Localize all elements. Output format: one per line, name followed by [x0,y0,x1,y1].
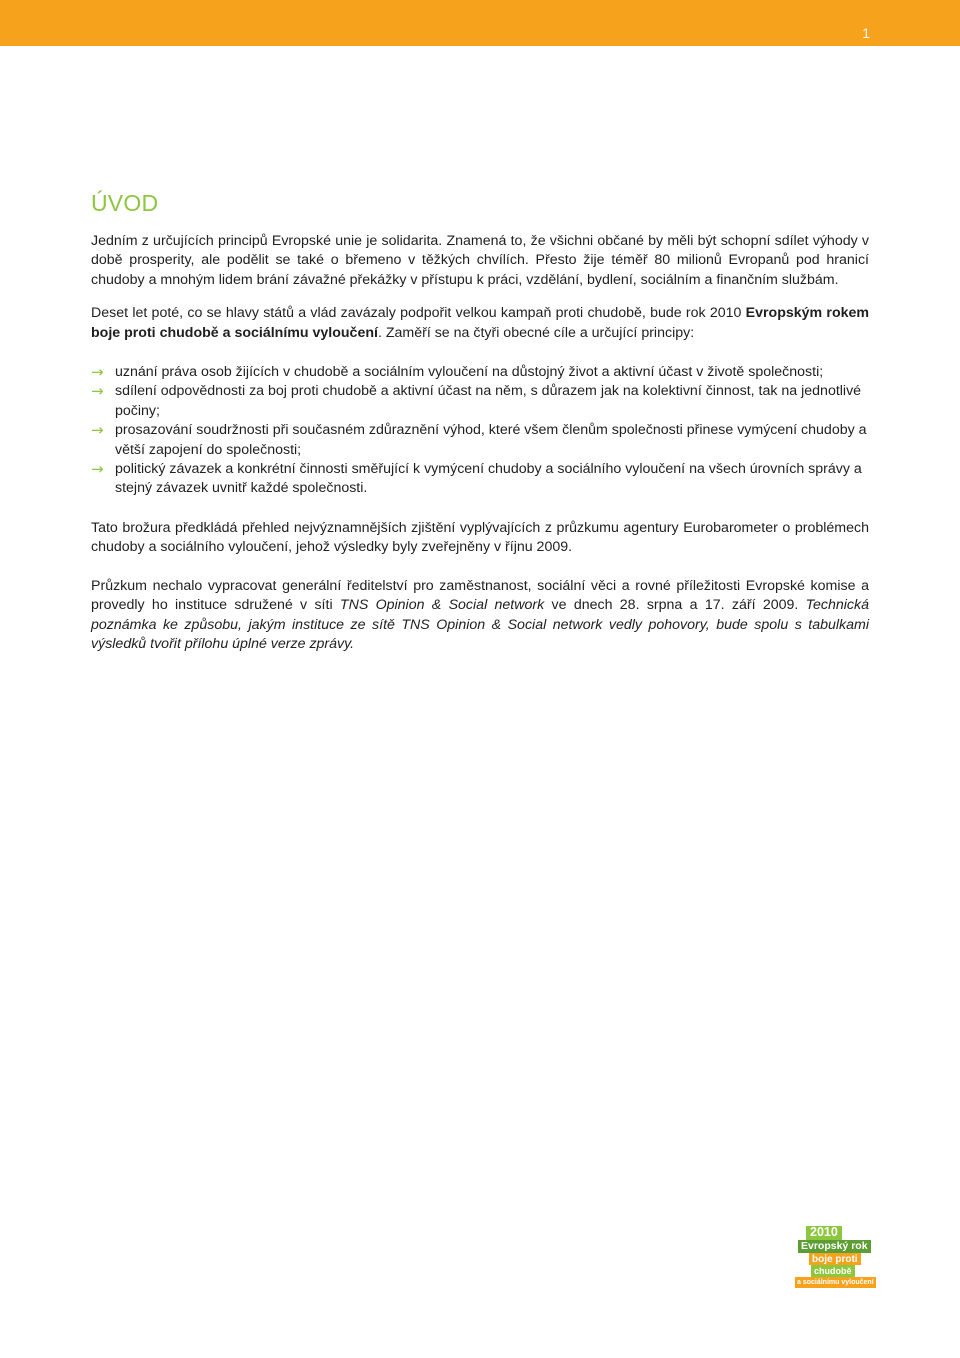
logo-line-european-year: Evropský rok [798,1240,871,1253]
list-item-text: uznání práva osob žijících v chudobě a sociálním vyloučení na důstojný život a aktivní účast v životě společnosti; [115,364,824,381]
paragraph-survey-text-a: Průzkum nechalo vypracovat generální ředitelství pro zaměstnanost, sociální věci a rovné příležitosti Evropské komise a provedly ho instituce sdružené v síti [91,577,869,614]
logo-line-poverty: chudobě [811,1265,855,1277]
paragraph-survey [91,577,869,655]
paragraph-campaign [91,304,869,343]
list-item-text: sdílení odpovědnosti za boj proti chudobě a aktivní účast na něm, s důrazem jak na kolektivní činnost, tak na jednotlivé počiny; [115,383,862,419]
list-item [91,382,869,421]
page-content [91,190,869,654]
european-year-logo [795,1226,877,1288]
list-item [91,363,869,382]
arrow-right-icon: → [91,363,104,382]
paragraph-survey-italic-note: Technická poznámka ke způsobu, jakým instituce ze sítě TNS Opinion & Social network vedly pohovory, bude spolu s tabulkami výsledků tvořit přílohu úplné verze zprávy. [91,597,869,652]
logo-line-fight-against: boje proti [809,1253,861,1265]
paragraph-brochure: Tato brožura předkládá přehled nejvýznamnějších zjištění vyplývajících z průzkumu agentury Eurobarometer o problémech chudoby a sociálního vyloučení, jehož výsledky byly zveřejněny v říjnu 2009. [91,519,869,556]
arrow-right-icon: → [91,460,104,479]
arrow-right-icon: → [91,421,104,440]
paragraph-campaign-text-b: . Zaměří se na čtyři obecné cíle a určující principy: [377,324,695,341]
principles-list [91,363,869,499]
page-number: 1 [862,25,870,41]
list-item-text: politický závazek a konkrétní činnosti směřující k vymýcení chudoby a sociálního vyloučení na všech úrovních správy a stejný závazek uvnitř každé společnosti. [115,461,862,497]
page-title: ÚVOD [91,190,159,216]
paragraph-intro: Jedním z určujících principů Evropské unie je solidarita. Znamená to, že všichni občané by měli být schopní sdílet výhody v době prosperity, ale podělit se také o břemeno v těžkých chvílích. Přesto žije téměř 80 milionů Evropanů pod hranicí chudoby a mnohým lidem brání závažné překážky v přístupu k práci, vzdělání, bydlení, sociálním a finančním službám. [91,233,869,288]
arrow-right-icon: → [91,382,104,401]
logo-line-social-exclusion: a sociálnímu vyloučení [797,1279,874,1286]
list-item-text: prosazování soudržnosti při současném zdůraznění výhod, které všem členům společnosti přinese vymýcení chudoby a větší zapojení do společnosti; [115,422,867,458]
list-item [91,421,869,460]
paragraph-survey-italic-network: TNS Opinion & Social network [339,597,545,614]
list-item [91,460,869,499]
top-bar [0,0,960,46]
logo-line-year: 2010 [806,1226,842,1240]
paragraph-campaign-bold: Evropským rokem boje proti chudobě a sociálnímu vyloučení [91,305,870,341]
paragraph-survey-text-b: ve dnech 28. srpna a 17. září 2009. [544,597,806,614]
paragraph-campaign-text-a: Deset let poté, co se hlavy států a vlád zavázaly podpořit velkou kampaň proti chudobě, bude rok 2010 [91,305,746,322]
